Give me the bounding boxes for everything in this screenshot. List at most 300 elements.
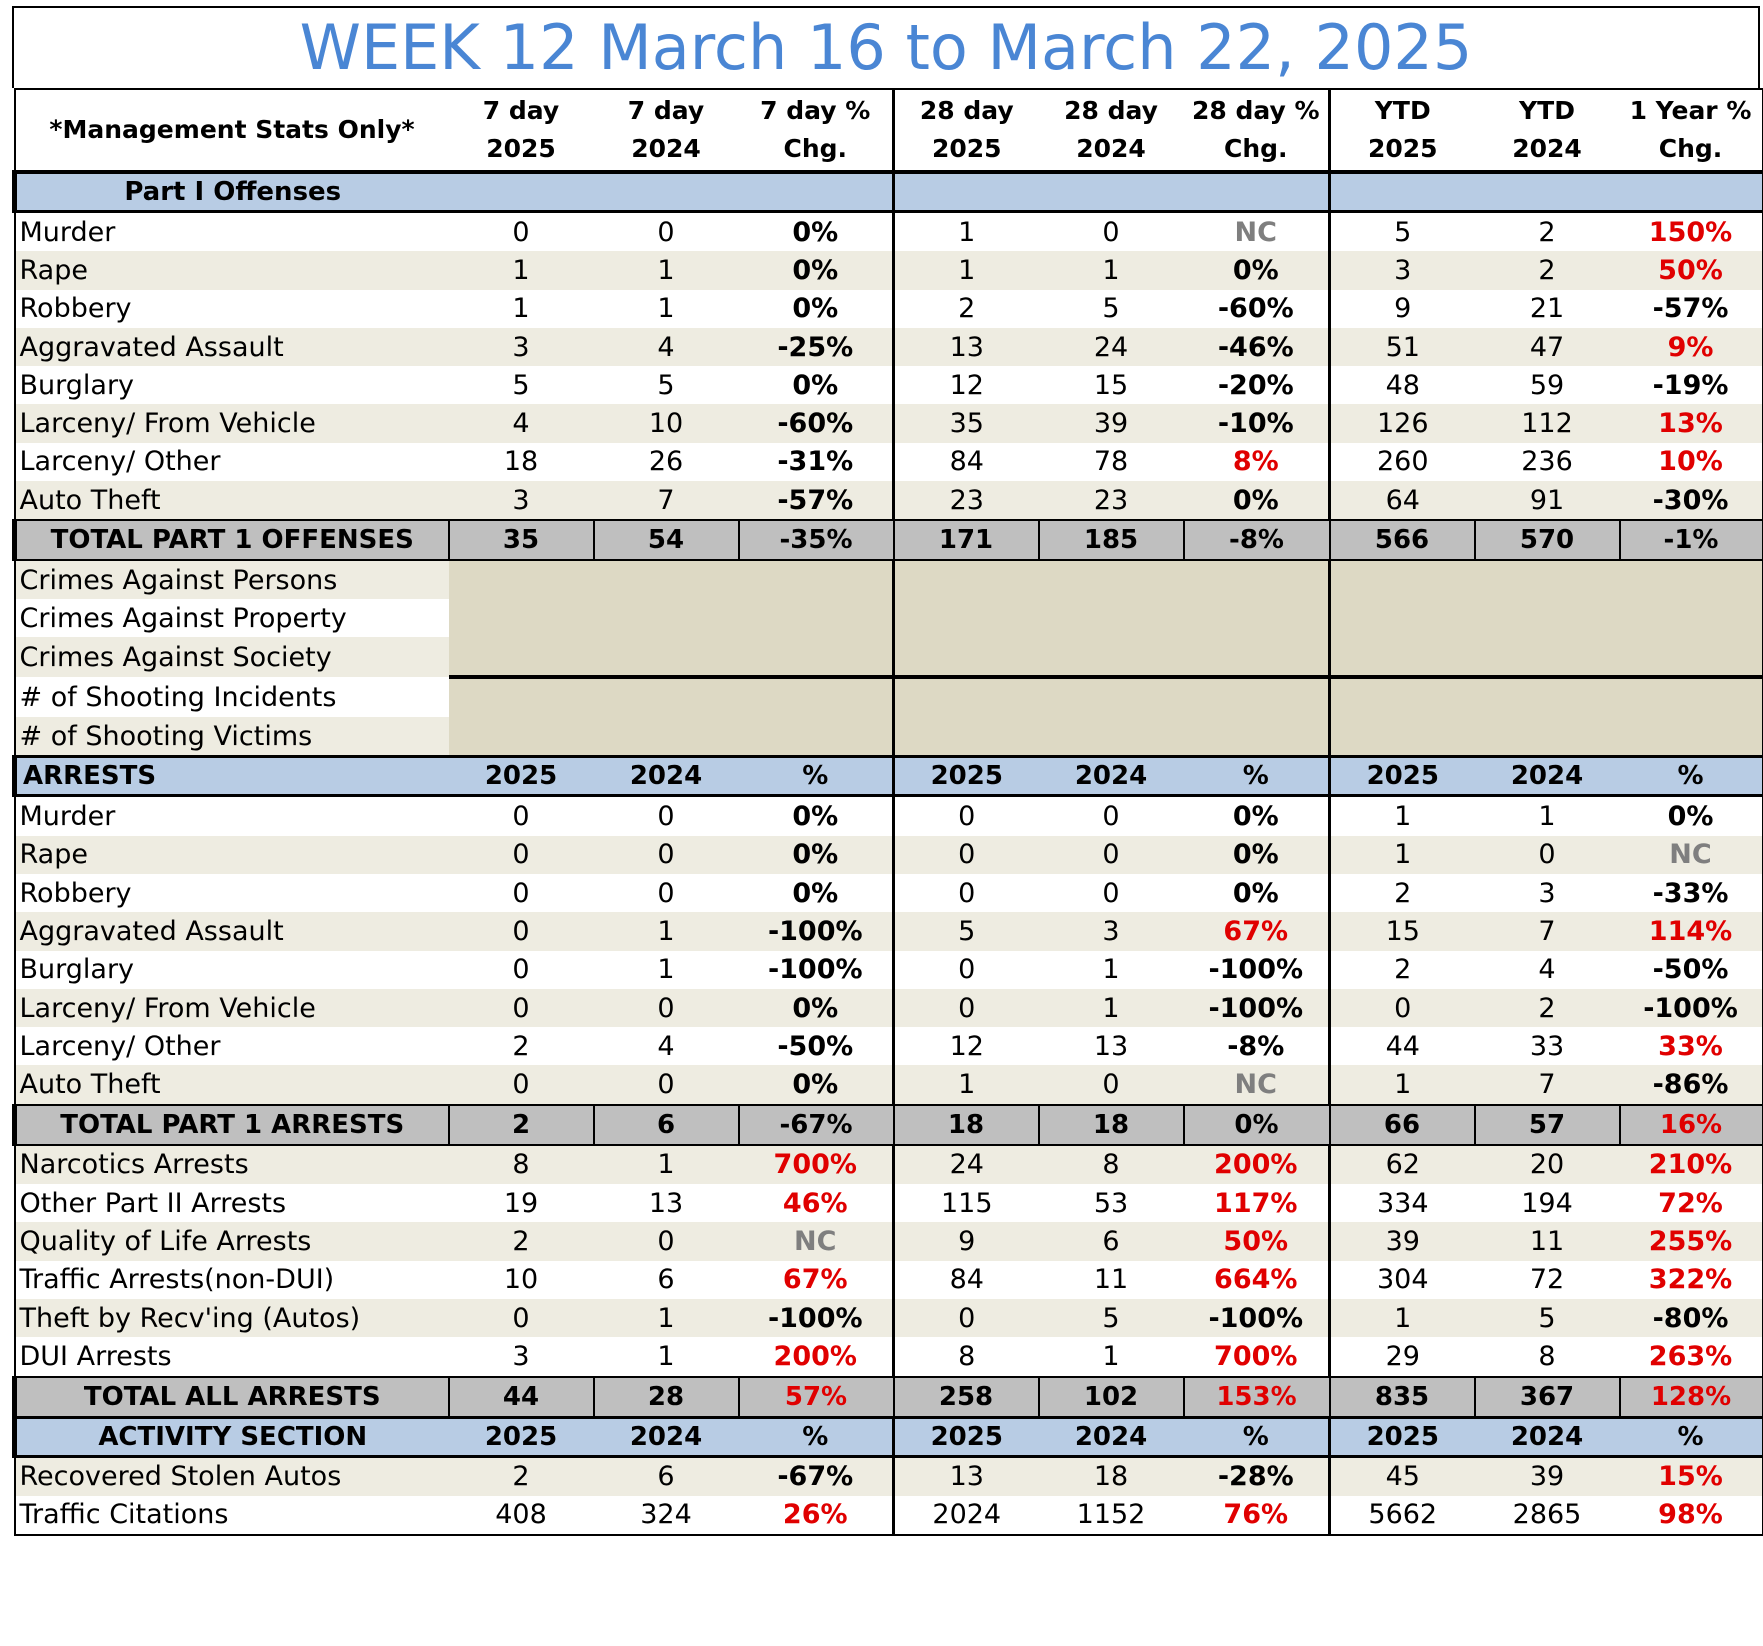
row-value: 18 [1039,1105,1184,1145]
blank-cell [1330,717,1475,757]
row-value: 1 [1330,836,1475,874]
section-column [449,172,594,212]
row-value: 6 [1039,1222,1184,1260]
section-column: 2024 [1475,1417,1620,1456]
row-value: 4 [594,1027,739,1065]
blank-cell [1475,599,1620,637]
blank-cell [1475,717,1620,757]
table-row [15,989,1763,1027]
row-label: Crimes Against Property [15,599,449,637]
column-header-line: 28 day [919,96,1014,125]
header-row [15,89,1763,172]
blank-cell [1039,599,1184,637]
table-row [15,443,1763,481]
table-row [15,796,1763,836]
row-value: 194 [1475,1184,1620,1222]
blank-cell [1620,677,1763,717]
row-value: 324 [594,1496,739,1535]
crime-category-row [15,637,1763,677]
table-row [15,874,1763,912]
section-column: % [1620,1417,1763,1456]
row-value: 153% [1184,1377,1330,1418]
total-row [15,1105,1763,1145]
row-value: 0 [449,796,594,836]
row-value: 84 [894,443,1039,481]
row-value: 2 [449,1105,594,1145]
row-value: 33% [1620,1027,1763,1065]
column-header-line: 28 day [1064,96,1158,125]
row-value: 0% [1184,796,1330,836]
row-value: 11 [1475,1222,1620,1260]
row-value: 0 [1039,874,1184,912]
row-value: 98% [1620,1496,1763,1535]
row-value: 0 [894,951,1039,989]
row-label: Burglary [15,366,449,404]
row-value: 6 [594,1261,739,1299]
row-value: 1 [449,290,594,328]
row-value: 10% [1620,443,1763,481]
row-value: 1 [594,1337,739,1376]
row-value: -30% [1620,481,1763,520]
row-value: 46% [739,1184,894,1222]
row-value: 7 [594,481,739,520]
section-label: ACTIVITY SECTION [15,1417,449,1456]
row-value: 0% [1184,251,1330,289]
blank-cell [1184,677,1330,717]
row-value: 1 [1330,1065,1475,1104]
row-value: 18 [894,1105,1039,1145]
row-value: 200% [1184,1145,1330,1184]
row-value: 112 [1475,404,1620,442]
row-label: DUI Arrests [15,1337,449,1376]
row-value: -67% [739,1456,894,1496]
row-value: 664% [1184,1261,1330,1299]
table-row [15,1222,1763,1260]
row-value: 5662 [1330,1496,1475,1535]
row-value: 304 [1330,1261,1475,1299]
row-value: 2 [449,1456,594,1496]
blank-cell [449,677,594,717]
table-row [15,1456,1763,1496]
row-value: -1% [1620,520,1763,560]
table-row [15,1337,1763,1376]
section-column: % [739,1417,894,1456]
row-value: 44 [1330,1027,1475,1065]
row-value: 126 [1330,404,1475,442]
row-value: 16% [1620,1105,1763,1145]
section-activity [15,1417,1763,1456]
table-row [15,951,1763,989]
column-header-line: Chg. [1658,134,1723,163]
row-value: 91 [1475,481,1620,520]
table-row [15,1184,1763,1222]
blank-cell [1330,560,1475,599]
section-column: 2024 [594,757,739,796]
row-value: 78 [1039,443,1184,481]
table-row [15,328,1763,366]
row-value: 50% [1620,251,1763,289]
row-label: Crimes Against Persons [15,560,449,599]
row-value: 128% [1620,1377,1763,1418]
section-column: 2024 [1039,1417,1184,1456]
section-column [739,172,894,212]
row-value: 0 [1475,836,1620,874]
blank-cell [1184,599,1330,637]
row-value: 1152 [1039,1496,1184,1535]
blank-cell [1620,560,1763,599]
row-value: 367 [1475,1377,1620,1418]
row-value: 0% [1620,796,1763,836]
row-value: 0% [739,796,894,836]
blank-cell [739,599,894,637]
row-value: 255% [1620,1222,1763,1260]
column-header [1039,89,1184,172]
section-arrests [15,757,1763,796]
row-value: 700% [1184,1337,1330,1376]
blank-cell [449,637,594,677]
row-value: 0 [894,989,1039,1027]
page-title: WEEK 12 March 16 to March 22, 2025 [12,6,1760,88]
blank-cell [894,599,1039,637]
section-column: 2025 [449,757,594,796]
row-label: Larceny/ Other [15,1027,449,1065]
row-value: 39 [1475,1456,1620,1496]
row-value: 0 [1039,212,1184,252]
row-label: TOTAL ALL ARRESTS [15,1377,449,1418]
blank-cell [1330,677,1475,717]
row-value: 260 [1330,443,1475,481]
row-label: Auto Theft [15,1065,449,1104]
blank-cell [1039,560,1184,599]
column-header-line: 7 day [482,96,560,125]
section-column: 2024 [594,1417,739,1456]
row-value: 0% [1184,874,1330,912]
row-value: 0 [449,874,594,912]
column-header-line: 2024 [1076,134,1146,163]
row-value: 0% [739,836,894,874]
crime-category-row [15,560,1763,599]
row-value: 8 [1475,1337,1620,1376]
row-value: 3 [1330,251,1475,289]
row-value: 1 [594,1299,739,1337]
column-header-line: 2025 [486,134,556,163]
row-value: 39 [1330,1222,1475,1260]
blank-cell [449,717,594,757]
row-value: 8% [1184,443,1330,481]
stats-table [12,88,1763,1536]
column-header-line: 2025 [1367,134,1438,163]
row-value: 1 [449,251,594,289]
row-value: 4 [594,328,739,366]
row-value: 11 [1039,1261,1184,1299]
column-header-line: YTD [1519,96,1575,125]
row-label: TOTAL PART 1 OFFENSES [15,520,449,560]
header-label: *Management Stats Only* [15,89,449,172]
section-column [1475,172,1620,212]
row-value: -10% [1184,404,1330,442]
row-value: -100% [739,1299,894,1337]
column-header-line: 1 Year % [1629,96,1752,125]
row-value: 0% [739,1065,894,1104]
row-value: 13 [1039,1027,1184,1065]
row-value: 9% [1620,328,1763,366]
row-value: 26% [739,1496,894,1535]
row-value: 47 [1475,328,1620,366]
row-value: 0% [739,874,894,912]
row-value: 0% [1184,481,1330,520]
row-value: 20 [1475,1145,1620,1184]
row-value: 10 [449,1261,594,1299]
table-row [15,212,1763,252]
column-header [1184,89,1330,172]
row-value: -80% [1620,1299,1763,1337]
row-label: Narcotics Arrests [15,1145,449,1184]
row-value: 64 [1330,481,1475,520]
column-header [449,89,594,172]
row-value: 5 [1039,290,1184,328]
row-value: 0 [449,1065,594,1104]
table-row [15,836,1763,874]
row-value: 0% [1184,836,1330,874]
row-label: Larceny/ From Vehicle [15,404,449,442]
row-value: 72 [1475,1261,1620,1299]
section-column [1620,172,1763,212]
row-value: 0 [894,796,1039,836]
row-value: 53 [1039,1184,1184,1222]
row-value: 1 [1475,796,1620,836]
row-value: 0% [739,366,894,404]
row-value: -33% [1620,874,1763,912]
row-value: -8% [1184,1027,1330,1065]
row-value: 570 [1475,520,1620,560]
section-column [594,172,739,212]
row-value: 12 [894,1027,1039,1065]
blank-cell [594,717,739,757]
row-label: Robbery [15,874,449,912]
row-value: 700% [739,1145,894,1184]
row-value: -20% [1184,366,1330,404]
row-value: 210% [1620,1145,1763,1184]
row-label: # of Shooting Victims [15,717,449,757]
row-value: 2865 [1475,1496,1620,1535]
section-column: 2025 [894,757,1039,796]
row-value: 1 [594,290,739,328]
blank-cell [594,637,739,677]
row-value: 33 [1475,1027,1620,1065]
row-value: 5 [1039,1299,1184,1337]
column-header-line: Chg. [1223,134,1288,163]
section-part1-offenses [15,172,1763,212]
row-value: 0 [894,836,1039,874]
row-value: 0% [739,251,894,289]
row-value: -31% [739,443,894,481]
row-value: 2 [449,1222,594,1260]
row-value: 0 [594,1065,739,1104]
section-column: % [739,757,894,796]
row-value: 59 [1475,366,1620,404]
row-value: NC [739,1222,894,1260]
row-value: 54 [594,520,739,560]
blank-cell [1184,560,1330,599]
row-value: 18 [1039,1456,1184,1496]
row-label: Aggravated Assault [15,328,449,366]
column-header-line: 7 day [627,96,705,125]
row-value: 2 [449,1027,594,1065]
table-row [15,912,1763,950]
row-value: 66 [1330,1105,1475,1145]
table-row [15,481,1763,520]
row-value: NC [1184,1065,1330,1104]
blank-cell [739,560,894,599]
row-value: 0 [449,912,594,950]
blank-cell [739,677,894,717]
row-value: 0 [449,989,594,1027]
column-header [1330,89,1475,172]
row-value: 1 [594,951,739,989]
row-value: 5 [594,366,739,404]
row-value: 39 [1039,404,1184,442]
row-value: 1 [1330,1299,1475,1337]
row-value: 0% [739,290,894,328]
row-value: 0 [449,212,594,252]
row-value: -46% [1184,328,1330,366]
row-value: NC [1620,836,1763,874]
row-value: 28 [594,1377,739,1418]
row-value: -19% [1620,366,1763,404]
row-label: Larceny/ From Vehicle [15,989,449,1027]
row-value: 9 [1330,290,1475,328]
row-value: 26 [594,443,739,481]
section-column: 2025 [1330,757,1475,796]
section-column: % [1620,757,1763,796]
blank-cell [1475,677,1620,717]
row-value: 322% [1620,1261,1763,1299]
blank-cell [449,599,594,637]
row-value: 334 [1330,1184,1475,1222]
row-value: 115 [894,1184,1039,1222]
row-value: 6 [594,1105,739,1145]
row-value: 48 [1330,366,1475,404]
row-value: 57 [1475,1105,1620,1145]
row-value: 2 [1330,874,1475,912]
crime-category-row [15,717,1763,757]
table-row [15,404,1763,442]
row-value: 3 [1039,912,1184,950]
row-value: 0 [1330,989,1475,1027]
blank-cell [1475,637,1620,677]
blank-cell [1039,717,1184,757]
row-value: 0 [449,1299,594,1337]
row-label: Theft by Recv'ing (Autos) [15,1299,449,1337]
section-column [1184,172,1330,212]
row-value: 2 [1475,251,1620,289]
row-value: 1 [1039,1337,1184,1376]
row-label: Recovered Stolen Autos [15,1456,449,1496]
row-label: Crimes Against Society [15,637,449,677]
row-value: 1 [894,212,1039,252]
blank-cell [1620,717,1763,757]
section-label: ARRESTS [15,757,449,796]
crime-category-row [15,677,1763,717]
table-row [15,1299,1763,1337]
row-value: 76% [1184,1496,1330,1535]
row-value: -100% [739,912,894,950]
row-value: 0 [1039,796,1184,836]
section-column: % [1184,757,1330,796]
row-value: 0 [594,212,739,252]
row-value: 3 [449,328,594,366]
row-value: 171 [894,520,1039,560]
row-value: 0 [1039,836,1184,874]
stats-sheet [12,6,1760,1536]
row-value: 2 [1330,951,1475,989]
blank-cell [1039,677,1184,717]
row-label: Burglary [15,951,449,989]
section-column: 2024 [1475,757,1620,796]
row-value: 5 [1475,1299,1620,1337]
blank-cell [1184,717,1330,757]
row-value: -50% [1620,951,1763,989]
row-value: -57% [1620,290,1763,328]
table-row [15,251,1763,289]
row-label: Larceny/ Other [15,443,449,481]
row-value: 24 [1039,328,1184,366]
blank-cell [894,717,1039,757]
table-row [15,366,1763,404]
row-value: -35% [739,520,894,560]
row-value: 1 [894,1065,1039,1104]
column-header-line: Chg. [783,134,848,163]
row-label: Robbery [15,290,449,328]
row-value: 13% [1620,404,1763,442]
row-value: 15 [1039,366,1184,404]
row-label: # of Shooting Incidents [15,677,449,717]
row-value: 67% [1184,912,1330,950]
row-value: 57% [739,1377,894,1418]
row-value: 35 [449,520,594,560]
row-value: 0 [1039,1065,1184,1104]
column-header-line: 2024 [631,134,701,163]
row-value: 50% [1184,1222,1330,1260]
row-value: 7 [1475,912,1620,950]
section-column [894,172,1039,212]
row-value: 13 [894,1456,1039,1496]
row-value: 4 [1475,951,1620,989]
row-value: -86% [1620,1065,1763,1104]
column-header-line: 2024 [1512,134,1582,163]
section-column: 2025 [894,1417,1039,1456]
row-value: 3 [1475,874,1620,912]
row-value: -100% [739,951,894,989]
table-row [15,1261,1763,1299]
column-header-line: 2025 [931,134,1002,163]
blank-cell [1184,637,1330,677]
column-header [739,89,894,172]
blank-cell [739,637,894,677]
blank-cell [894,560,1039,599]
row-value: 12 [894,366,1039,404]
row-value: 2024 [894,1496,1039,1535]
row-value: 15 [1330,912,1475,950]
row-value: 21 [1475,290,1620,328]
blank-cell [594,560,739,599]
row-value: 114% [1620,912,1763,950]
column-header [594,89,739,172]
row-value: 0% [1184,1105,1330,1145]
row-value: 117% [1184,1184,1330,1222]
row-value: 13 [594,1184,739,1222]
row-value: 1 [594,1145,739,1184]
